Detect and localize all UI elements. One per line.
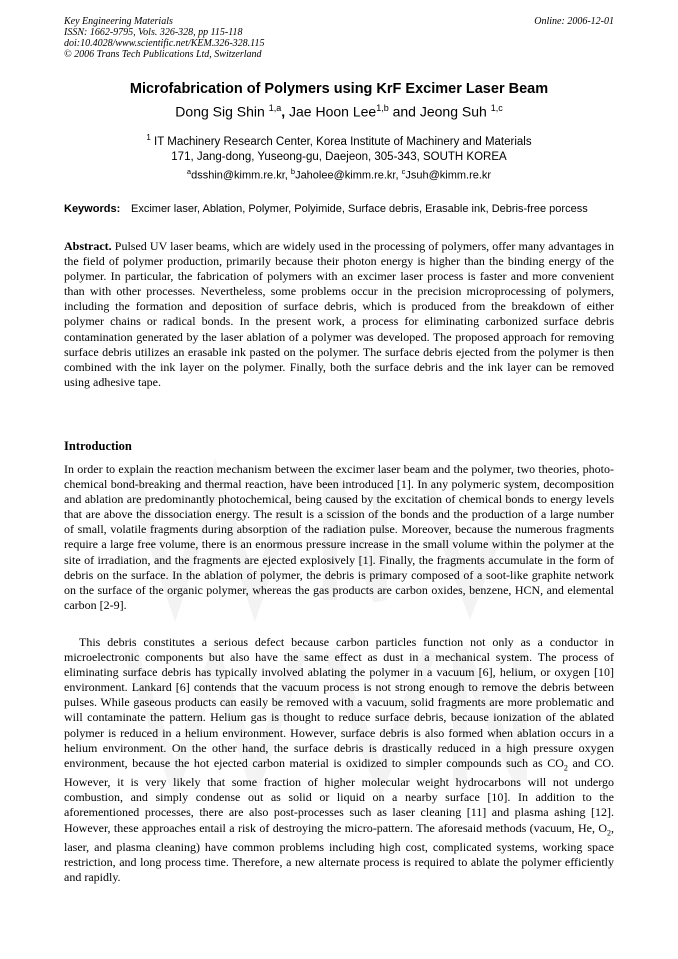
intro-paragraph-1: In order to explain the reaction mechanism between the excimer laser beam and the polymer, two theories, photo-chemical bond-breaking and thermal reaction, have been introduced [1]. In any polymeric system, decomposition and ablation are predominantly photochemical, being caused by the excitation of chemical bonds to energy levels that are above the dissociation energy. The result is a scission of the bonds and the production of a large number of small, volatile fragments during absorption of the radiation pulse. Moreover, because the numerous fragments require a large free volume, there is an enormous pressure increase in the small volume within the polymer at the site of irradiation, and the fragments are ejected explosively [1]. Finally, the fragments accumulate in the form of debris on the surface. In the ablation of polymer, the debris is primary composed of a soot-like graphite network on the surface of the organic polymer, whereas the gas products are carbon oxides, benzene, HCN, and elemental carbon [2-9]. [64, 462, 614, 612]
abstract-text: Pulsed UV laser beams, which are widely used in the processing of polymers, offer many advantages in the field of polymer production, primarily because their photon energy is higher than the binding energy of the polymer. In particular, the fabrication of polymers with an excimer laser process is faster and more convenient than with other processes. Nevertheless, some problems occur in the precision microprocessing of polymers, including the formation and deposition of surface debris, which is produced from the breakdown of either polymer chains or radical bonds. In the present work, a process for eliminating carbonized surface debris contamination generated by the laser ablation of a polymer was developed. The proposed approach for removing surface debris utilizes an erasable ink pasted on the polymer. The surface debris ejected from the polymer is then combined with the ink layer on the polymer. Finally, both the surface debris and the ink layer can be removed using adhesive tape. [64, 239, 615, 389]
co2-subscript: 2 [563, 763, 568, 773]
author-3: Jeong Suh [419, 103, 487, 120]
author-and: and [392, 103, 416, 120]
intro-p2-part-c: , laser, and plasma cleaning) have common problems including high cost, complicated systems, working space restriction, and long process time. Therefore, a new alternate process is required to ablate the polymer efficiently and rapidly. [64, 820, 614, 885]
doi: doi:10.4028/www.scientific.net/KEM.326-328.115 [64, 38, 265, 49]
keywords-label: Keywords: [64, 203, 121, 215]
author-3-sup: 1,c [490, 103, 503, 113]
intro-p2-part-a: This debris constitutes a serious defect because carbon particles function not only as a conductor in microelectronic components but also have the same effect as dust in a mechanical system. The process of eliminating surface debris has typically involved ablating the polymer in a vacuum [6], helium, or oxygen [10] environment. Lankard [6] contends that the vacuum process is not strong enough to remove the debris between pulses. While gaseous products can easily be removed with a vacuum, solid fragments are more problematic and will contaminate the pattern. Helium gas is thought to reduce surface debris, because ionization of the ablated polymer is reduced in a helium environment. However, surface debris is also formed when ablation occurs in a helium environment. On the other hand, the surface debris is drastically reduced in a high pressure oxygen environment, because the hot ejected carbon material is oxidized to simpler compounds such as CO [64, 635, 614, 770]
author-1: Dong Sig Shin [175, 103, 265, 120]
paper-title: Microfabrication of Polymers using KrF Excimer Laser Beam [129, 81, 549, 97]
affiliation [64, 130, 614, 165]
author-2-sup: 1,b [376, 103, 389, 113]
email-b-sup: b [290, 167, 296, 176]
email-c-sup: c [401, 167, 406, 176]
keywords-text: Excimer laser, Ablation, Polymer, Polyimide, Surface debris, Erasable ink, Debris-free porcess [131, 203, 588, 215]
issn: ISSN: 1662-9795, Vols. 326-328, pp 115-118 [64, 27, 243, 38]
o2-subscript: 2 [607, 827, 611, 837]
abstract-label: Abstract. [64, 239, 112, 253]
author-emails [64, 167, 614, 182]
affiliation-line-1: IT Machinery Research Center, Korea Institute of Machinery and Materials [154, 135, 532, 148]
affiliation-line-2: 171, Jang-dong, Yuseong-gu, Daejeon, 305-343, SOUTH KOREA [171, 150, 507, 163]
copyright: © 2006 Trans Tech Publications Ltd, Switzerland [64, 49, 262, 60]
email-c: Jsuh@kimm.re.kr [405, 169, 492, 182]
author-2: Jae Hoon Lee [289, 103, 377, 120]
author-1-sup: 1,a [268, 103, 282, 113]
intro-p2-part-b: and CO. However, it is very likely that some fraction of higher molecular weight hydrocarbons will not undergo combustion, and simply condense out as solid or liquid on a nearby surface [10]. In addition to the aforementioned processes, there are also post-processes such as laser cleaning [11] and plasma ashing [12]. However, these approaches entail a risk of destroying the micro-pattern. The aforesaid methods (vacuum, He, O [64, 755, 615, 835]
intro-paragraph-2 [64, 635, 614, 885]
keywords [64, 202, 614, 217]
email-a-sup: a [186, 167, 192, 176]
abstract [64, 239, 614, 390]
journal-name: Key Engineering Materials [64, 16, 173, 27]
affiliation-sup: 1 [146, 133, 151, 142]
email-b: Jaholee@kimm.re.kr, [295, 169, 399, 182]
section-heading-introduction: Introduction [64, 439, 132, 453]
email-a: dsshin@kimm.re.kr, [191, 169, 288, 182]
journal-header [64, 16, 614, 60]
author-list: Dong Sig Shin $^{1,a}$, Jae Hoon Lee$^{1,b}$ and Jeong Suh $^{1,c}$ [175, 103, 503, 120]
online-date: Online: 2006-12-01 [534, 16, 614, 27]
